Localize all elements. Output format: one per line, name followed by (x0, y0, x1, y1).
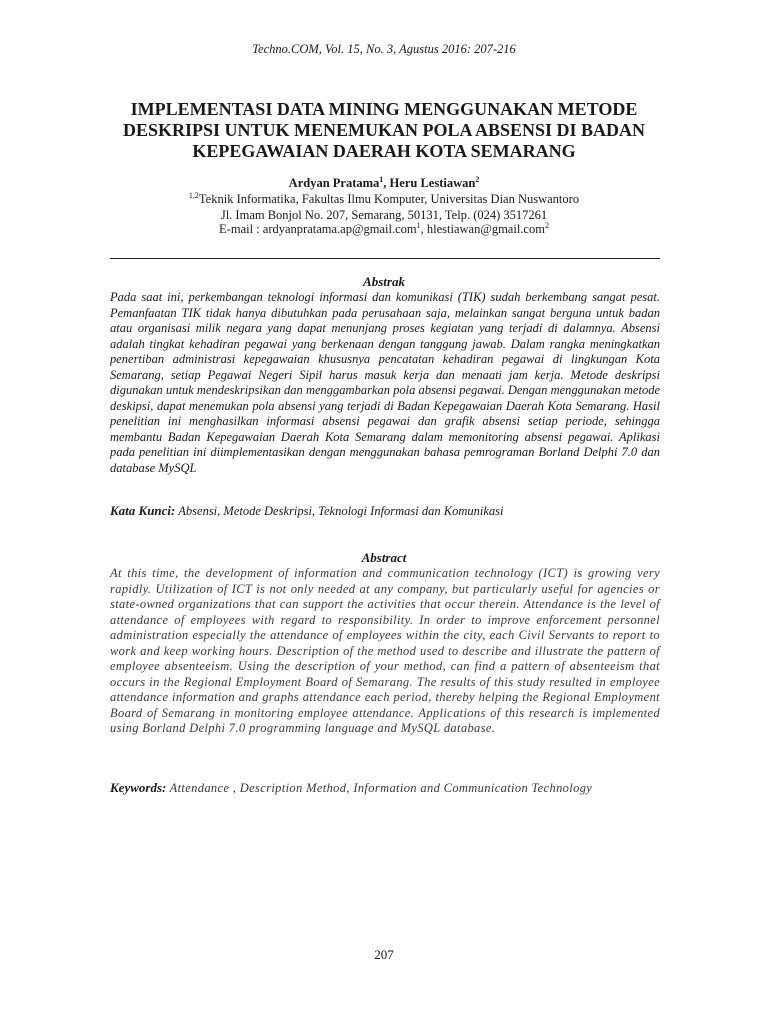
abstract-text: At this time, the development of information and communication technology (ICT) is growing very rapidly. Utilization of ICT is not only needed at any company, but particularly useful for agencies or state-owned organizations that can support the activities that occur therein. Attendance is the level of attendance of employees with regard to responsibility. In order to improve enforcement personnel administration especially the attendance of employees within the city, each Civil Servants to report to work and keep working hours. Description of the method used to describe and illustrate the pattern of employee absenteeism. Using the description of your method, can find a pattern of absenteeism that occurs in the Regional Employment Board of Semarang. The results of this study resulted in employee attendance information and graphs attendance each period, thereby helping the Regional Employment Board of Semarang in monitoring employee attendance. Applications of this research is implemented using Borland Delphi 7.0 programming language and MySQL database. (110, 566, 660, 735)
author-name: Ardyan Pratama (288, 176, 380, 190)
author-separator: , (383, 176, 390, 190)
paper-title: IMPLEMENTASI DATA MINING MENGGUNAKAN METODE DESKRIPSI UNTUK MENEMUKAN POLA ABSENSI DI BADAN KEPEGAWAIAN DAERAH KOTA SEMARANG (122, 99, 646, 161)
author-superscript: 2 (475, 174, 480, 184)
affiliation-superscript: 1,2 (188, 190, 199, 200)
affiliation-email (0, 222, 768, 237)
affiliation-address: Jl. Imam Bonjol No. 207, Semarang, 50131, Telp. (024) 3517261 (220, 208, 548, 222)
kata-kunci-label: Kata Kunci: (110, 503, 176, 518)
email-superscript: 2 (544, 220, 549, 230)
affiliation-institution (0, 192, 768, 207)
section-divider (110, 258, 660, 259)
journal-header: Techno.COM, Vol. 15, No. 3, Agustus 2016: 207-216 (252, 42, 516, 56)
abstrak-heading: Abstrak (363, 274, 405, 289)
keywords (110, 780, 670, 796)
keywords-label: Keywords: (110, 780, 167, 795)
email-label: E-mail : (219, 222, 263, 236)
kata-kunci (110, 503, 670, 519)
abstract-heading: Abstract (361, 550, 407, 565)
institution-text: Teknik Informatika, Fakultas Ilmu Komputer, Universitas Dian Nuswantoro (198, 192, 580, 206)
email-superscript: 1 (416, 220, 421, 230)
keywords-values: Attendance , Description Method, Information and Communication Technology (166, 781, 593, 795)
author-list (0, 176, 768, 191)
email-address: ardyanpratama.ap@gmail.com (262, 222, 417, 236)
abstrak-text: Pada saat ini, perkembangan teknologi informasi dan komunikasi (TIK) sudah berkembang sangat pesat. Pemanfaatan TIK tidak hanya dibutuhkan pada perusahaan saja, melainkan sangat berguna untuk badan atau organisasi milik negara yang dapat menunjang proses kegiatan yang terjadi di dalamnya. Absensi adalah tingkat kehadiran pegawai yang berkenaan dengan tanggung jawab. Dalam rangka meningkatkan penertiban administrasi kepegawaian khususnya pencatatan kehadiran pegawai di lingkungan Kota Semarang, setiap Pegawai Negeri Sipil harus masuk kerja dan menaati jam kerja. Metode deskripsi digunakan untuk mendeskripsikan dan menggambarkan pola absensi pegawai. Dengan menggunakan metode deskipsi, dapat menemukan pola absensi yang terjadi di Badan Kepegawaian Daerah Kota Semarang. Hasil penelitian ini menghasilkan informasi absensi pegawai dan grafik absensi setiap periode, sehingga membantu Badan Kepegawaian Daerah Kota Semarang dalam memonitoring absensi pegawai. Aplikasi pada penelitian ini diimplementasikan dengan menggunakan bahasa pemrograman Borland Delphi 7.0 dan database MySQL (110, 290, 660, 475)
author-superscript: 1 (379, 174, 384, 184)
page-number: 207 (374, 947, 394, 962)
kata-kunci-values: Absensi, Metode Deskripsi, Teknologi Informasi dan Komunikasi (175, 504, 504, 518)
email-address: hlestiawan@gmail.com (426, 222, 545, 236)
author-name: Heru Lestiawan (389, 176, 476, 190)
email-separator: , (420, 222, 427, 236)
